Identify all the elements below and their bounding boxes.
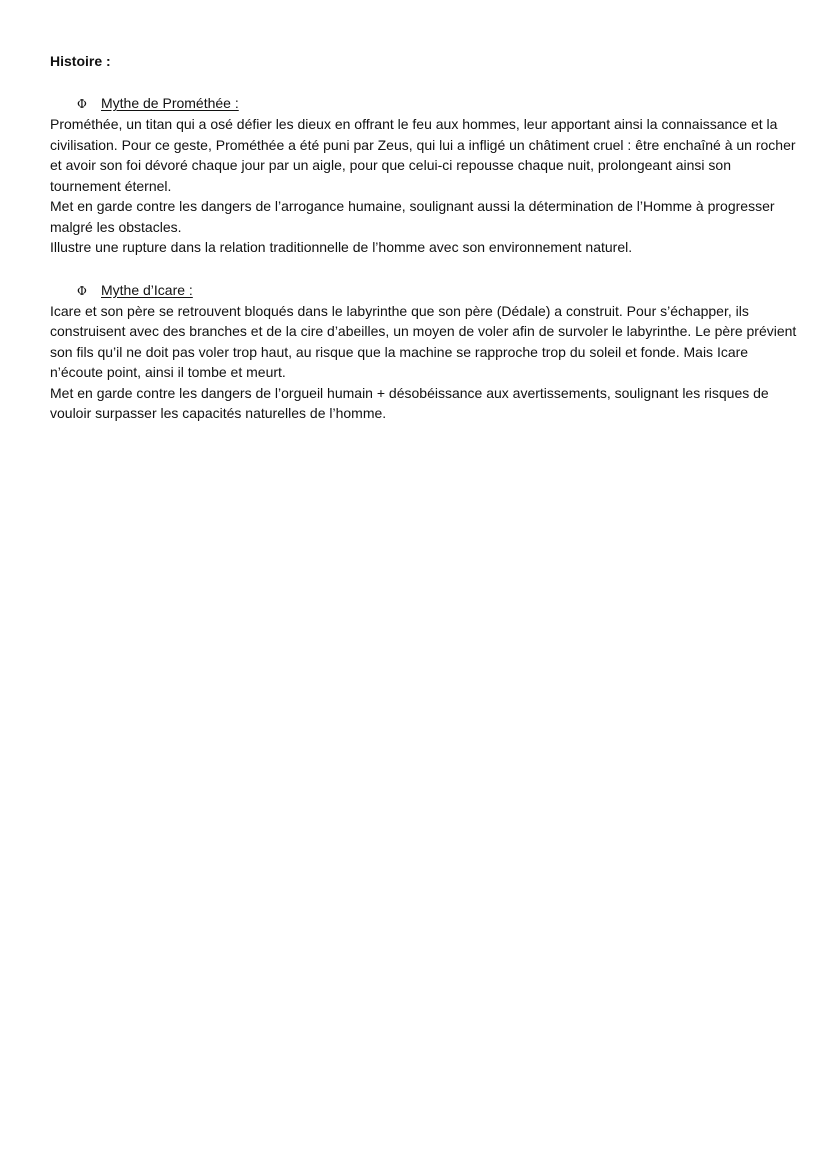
section-title: Mythe de Prométhée : xyxy=(101,95,239,111)
document-title: Histoire : xyxy=(50,53,111,69)
paragraph: Met en garde contre les dangers de l’arrogance humaine, soulignant aussi la détermination de l’Homme à progresser malgré les obstacles. xyxy=(50,198,775,235)
section-icare xyxy=(50,280,798,424)
paragraph: Illustre une rupture dans la relation traditionnelle de l’homme avec son environnement naturel. xyxy=(50,239,633,255)
bullet-icon: Φ xyxy=(77,97,87,111)
paragraph: Icare et son père se retrouvent bloqués dans le labyrinthe que son père (Dédale) a construit. Pour s’échapper, ils construisent avec des branches et de la cire d’abeilles, un moyen de voler afin de survoler le labyrinthe. Le père prévient son fils qu’il ne doit pas voler trop haut, au risque que la machine se rapproche trop du soleil et fonde. Mais Icare n’écoute point, ainsi il tombe et meurt. xyxy=(50,302,797,380)
section-title: Mythe d’Icare : xyxy=(101,281,193,298)
section-heading xyxy=(50,280,798,301)
paragraph: Prométhée, un titan qui a osé défier les dieux en offrant le feu aux hommes, leur apportant ainsi la connaissance et la civilisation. Pour ce geste, Prométhée a été puni par Zeus, qui lui a infligé un châtiment cruel : être enchaîné à un rocher et avoir son foi dévoré chaque jour par un aigle, pour que celui-ci repousse chaque nuit, prolongeant ainsi son tournement éternel. xyxy=(50,116,796,194)
section-heading xyxy=(50,93,798,114)
section-promethee xyxy=(50,93,798,258)
paragraph: Met en garde contre les dangers de l’orgueil humain + désobéissance aux avertissements, soulignant les risques de vouloir surpasser les capacités naturelles de l’homme. xyxy=(50,384,769,421)
bullet-icon: Φ xyxy=(77,283,87,298)
